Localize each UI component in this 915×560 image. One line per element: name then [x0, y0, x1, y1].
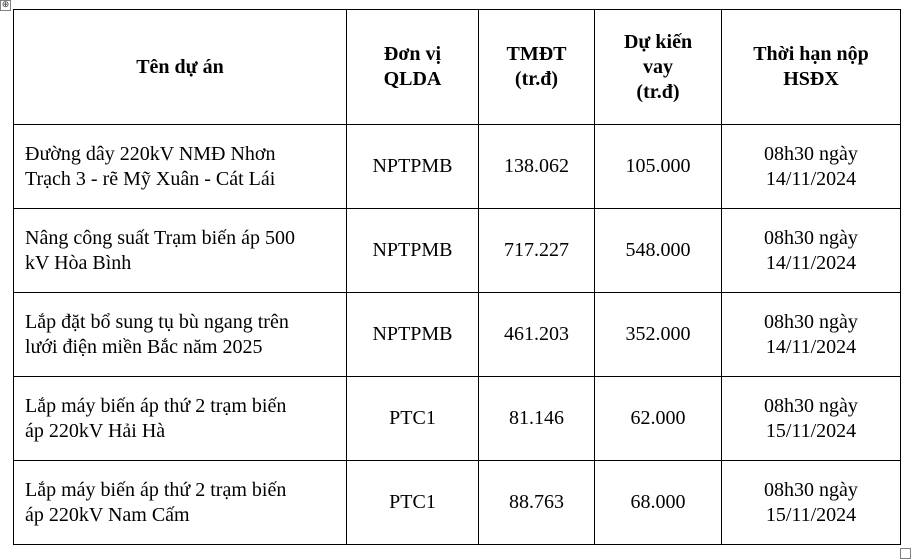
table-header-row: [14, 10, 901, 125]
deadline-cell: 08h30 ngày 15/11/2024: [722, 461, 901, 545]
management-unit-cell: PTC1: [347, 461, 479, 545]
table-move-handle-icon[interactable]: ⊕: [1, 0, 10, 10]
expected-loan-cell: 68.000: [595, 461, 722, 545]
total-investment-cell: 461.203: [479, 293, 595, 377]
management-unit-cell: NPTPMB: [347, 125, 479, 209]
deadline-cell: 08h30 ngày 14/11/2024: [722, 293, 901, 377]
table-row: [14, 377, 901, 461]
total-investment-cell: 138.062: [479, 125, 595, 209]
project-table: [13, 9, 901, 545]
management-unit-cell: NPTPMB: [347, 209, 479, 293]
header-expected-loan: Dự kiến vay (tr.đ): [595, 10, 722, 125]
expected-loan-cell: 352.000: [595, 293, 722, 377]
total-investment-cell: 717.227: [479, 209, 595, 293]
table-row: [14, 293, 901, 377]
project-name-cell: Lắp đặt bổ sung tụ bù ngang trên lưới điện miền Bắc năm 2025: [14, 293, 347, 377]
header-project-name: Tên dự án: [14, 10, 347, 125]
header-submission-deadline: Thời hạn nộp HSĐX: [722, 10, 901, 125]
deadline-cell: 08h30 ngày 14/11/2024: [722, 125, 901, 209]
management-unit-cell: PTC1: [347, 377, 479, 461]
expected-loan-cell: 548.000: [595, 209, 722, 293]
expected-loan-cell: 105.000: [595, 125, 722, 209]
deadline-cell: 08h30 ngày 15/11/2024: [722, 377, 901, 461]
project-name-cell: Nâng công suất Trạm biến áp 500 kV Hòa Bình: [14, 209, 347, 293]
total-investment-cell: 88.763: [479, 461, 595, 545]
header-total-investment: TMĐT (tr.đ): [479, 10, 595, 125]
project-name-cell: Lắp máy biến áp thứ 2 trạm biến áp 220kV Nam Cấm: [14, 461, 347, 545]
table-row: [14, 209, 901, 293]
project-name-cell: Đường dây 220kV NMĐ Nhơn Trạch 3 - rẽ Mỹ Xuân - Cát Lái: [14, 125, 347, 209]
expected-loan-cell: 62.000: [595, 377, 722, 461]
header-management-unit: Đơn vị QLDA: [347, 10, 479, 125]
table-resize-handle-icon[interactable]: [900, 548, 911, 559]
total-investment-cell: 81.146: [479, 377, 595, 461]
management-unit-cell: NPTPMB: [347, 293, 479, 377]
table-row: [14, 125, 901, 209]
table-row: [14, 461, 901, 545]
project-name-cell: Lắp máy biến áp thứ 2 trạm biến áp 220kV Hải Hà: [14, 377, 347, 461]
deadline-cell: 08h30 ngày 14/11/2024: [722, 209, 901, 293]
